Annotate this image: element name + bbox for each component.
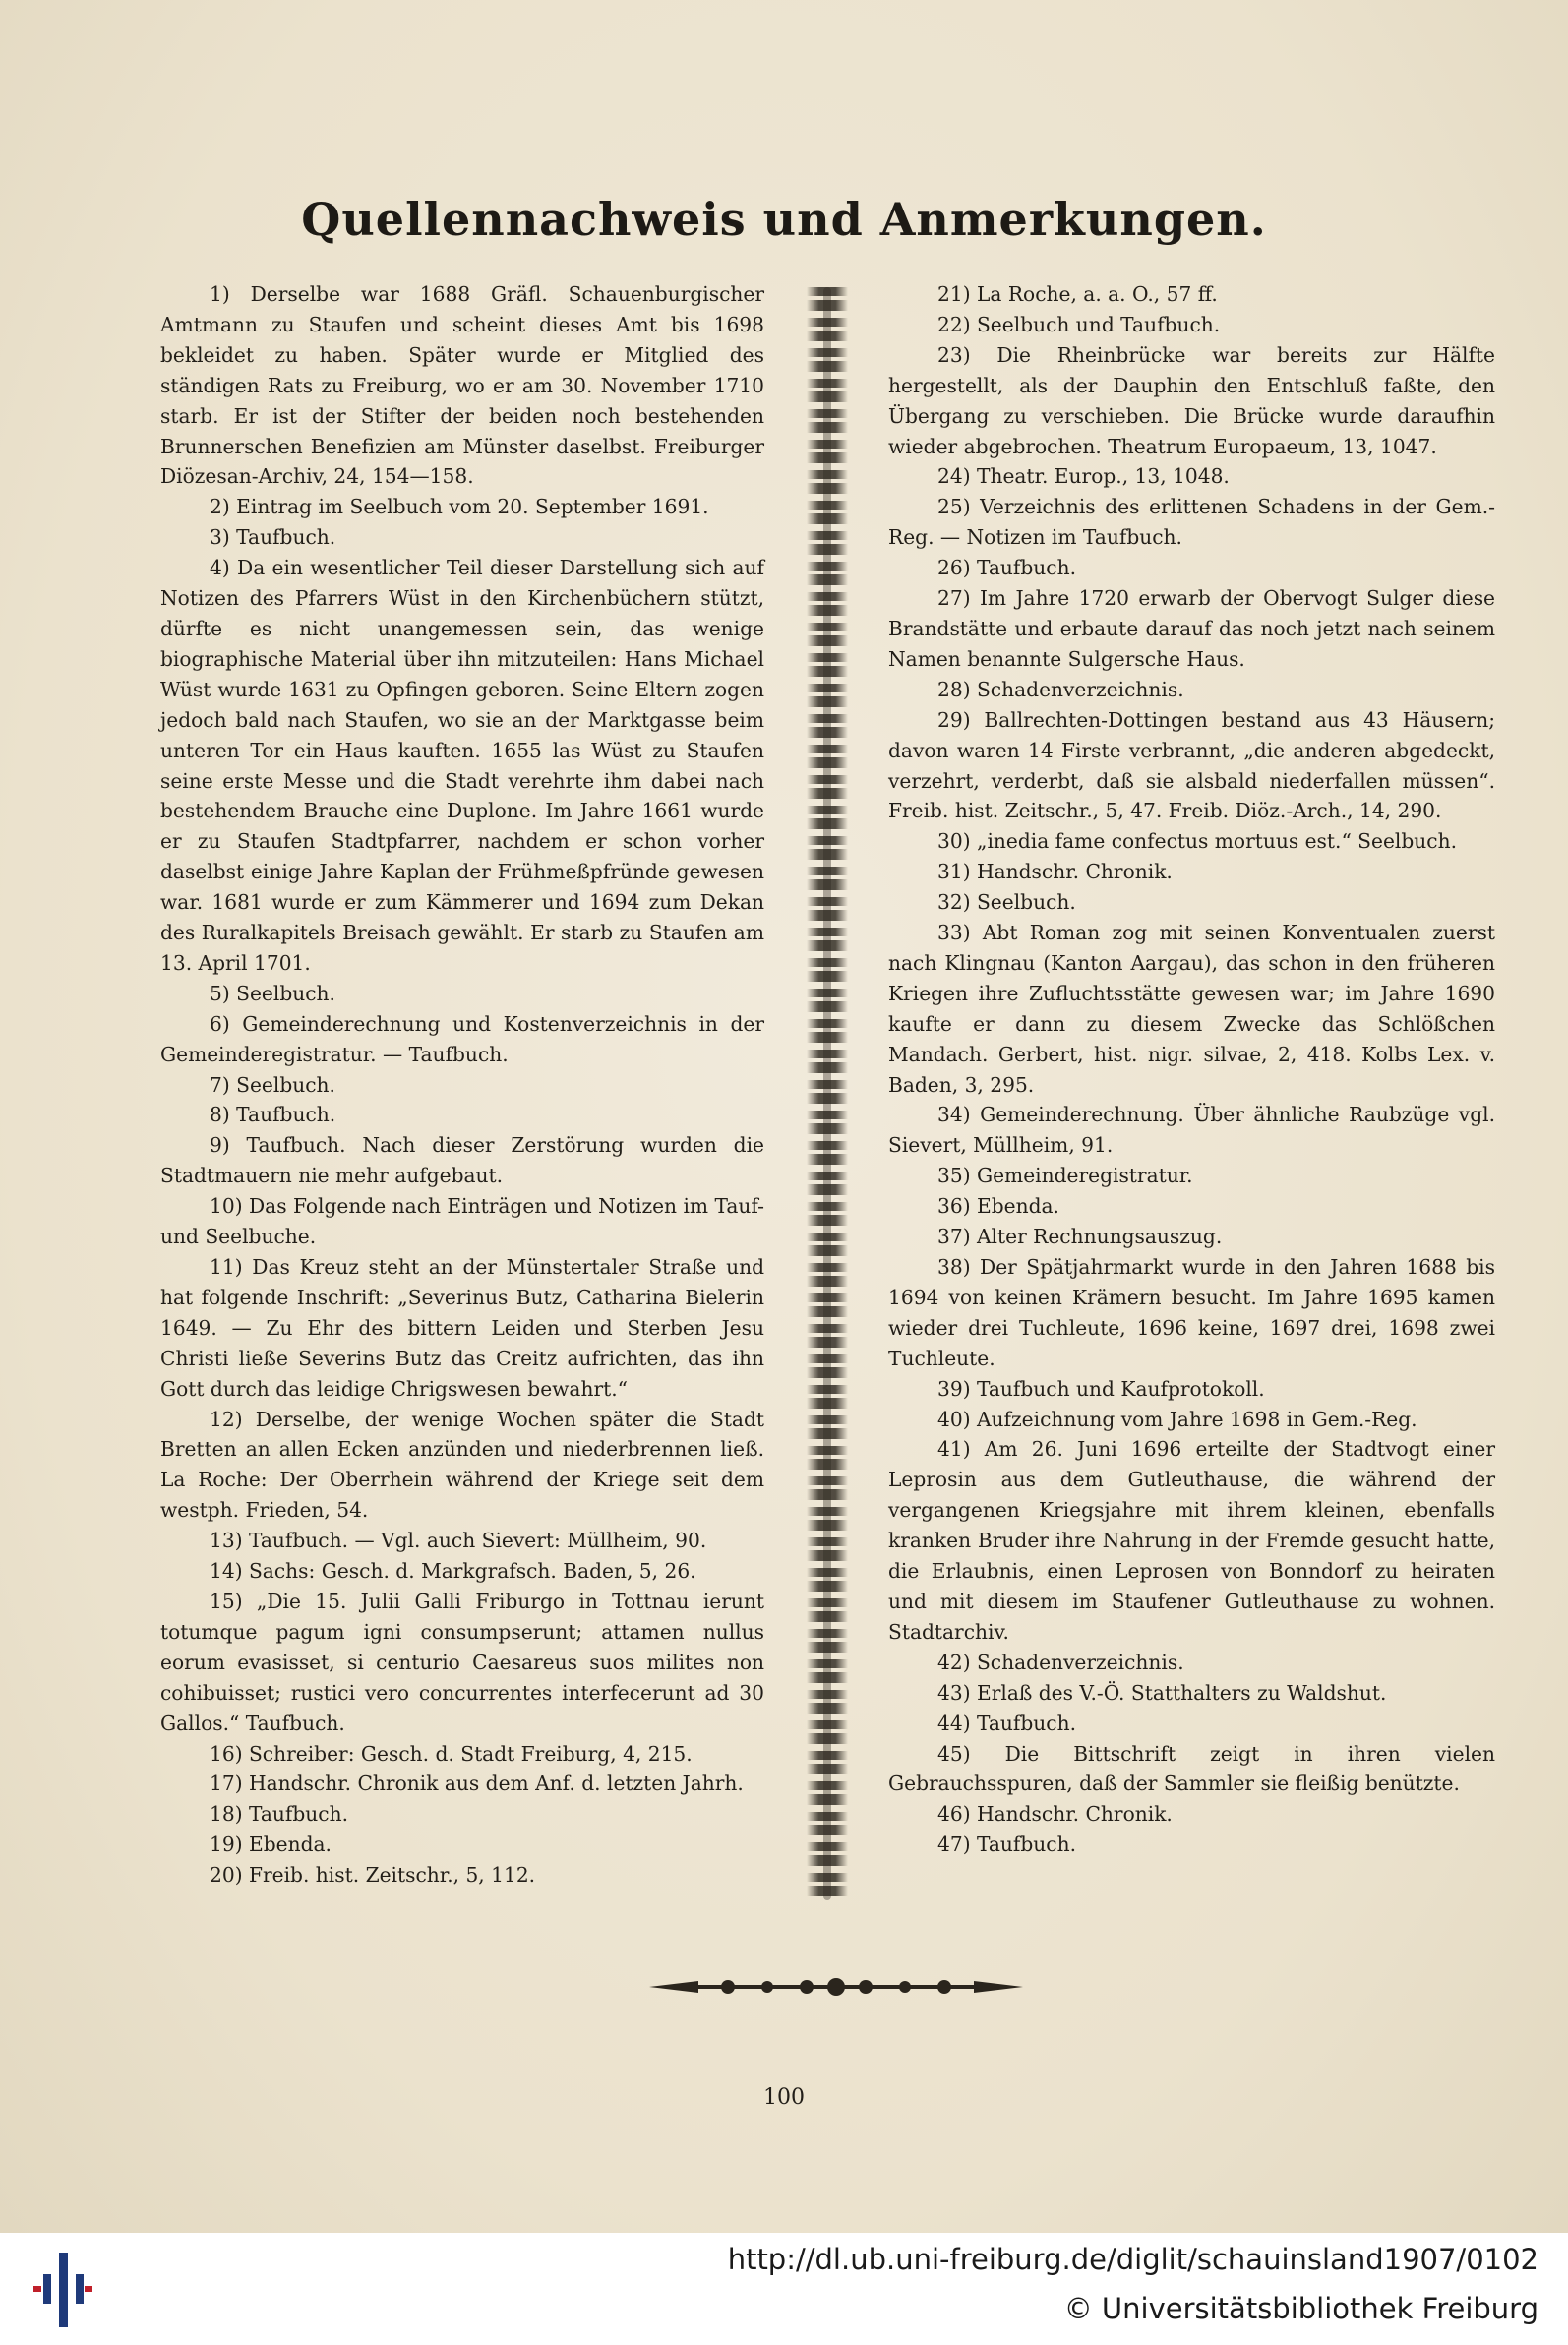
footnote: 5) Seelbuch. (210, 981, 335, 1005)
footnote: 29) Ballrechten-Dottingen bestand aus 43 Häusern; davon waren 14 Firste verbrannt, „die anderen abgedeckt, verzehrt, verderbt, daß sie alsbald niederfallen müssen“. Freib. hist. Zeitschr., 5, 47. Freib. Diöz.-Arch., 14, 290. (888, 707, 1495, 823)
page-number: 100 (763, 2085, 805, 2110)
footnote: 23) Die Rheinbrücke war bereits zur Hälfte hergestellt, als der Dauphin den Entschluß faßte, den Übergang zu verschieben. Die Brücke wurde daraufhin wieder abgebrochen. Theatrum Europaeum, 13, 1047. (888, 342, 1495, 458)
footnote: 39) Taufbuch und Kaufprotokoll. (937, 1376, 1265, 1401)
footnote: 44) Taufbuch. (937, 1711, 1077, 1735)
footnote: 33) Abt Roman zog mit seinen Konventualen zuerst nach Klingnau (Kanton Aargau), das schon in den früheren Kriegen ihre Zufluchtsstätte gewesen war; im Jahre 1690 kaufte er dann zu diesem Zwecke das Schlößchen Mandach. Gerbert, hist. nigr. silvae, 2, 418. Kolbs Lex. v. Baden, 3, 295. (888, 921, 1495, 1097)
footnote: 22) Seelbuch und Taufbuch. (937, 312, 1221, 336)
footnote: 38) Der Spätjahrmarkt wurde in den Jahren 1688 bis 1694 von keinen Krämern besucht. Im Jahre 1695 kamen wieder drei Tuchleute, 1696 keine, 1697 drei, 1698 zwei Tuchleute. (888, 1255, 1495, 1370)
footnote: 10) Das Folgende nach Einträgen und Notizen im Tauf- und Seelbuche. (160, 1194, 764, 1249)
footnote: 7) Seelbuch. (210, 1072, 335, 1097)
footnote: 9) Taufbuch. Nach dieser Zerstörung wurden die Stadtmauern nie mehr aufgebaut. (160, 1133, 764, 1188)
footnote: 28) Schadenverzeichnis. (937, 677, 1184, 701)
column-divider-vine (807, 287, 848, 1900)
footnote: 25) Verzeichnis des erlittenen Schadens in der Gem.-Reg. — Notizen im Taufbuch. (888, 495, 1495, 550)
footnote: 41) Am 26. Juni 1696 erteilte der Stadtvogt einer Leprosin aus dem Gutleuthause, die während der vergangenen Kriegsjahre mit ihrem kleinen, ebenfalls kranken Bruder ihre Nahrung in der Fremde gesucht hatte, die Erlaubnis, einen Leprosen von Bonndorf zu heiraten und mit diesem im Staufener Gutleuthause zu wohnen. Stadtarchiv. (888, 1437, 1495, 1644)
footnote: 1) Derselbe war 1688 Gräfl. Schauenburgischer Amtmann zu Staufen und scheint dieses Amt bis 1698 bekleidet zu haben. Später wurde er Mitglied des ständigen Rats zu Freiburg, wo er am 30. November 1710 starb. Er ist der Stifter der beiden noch bestehenden Brunnerschen Benefizien am Münster daselbst. Freiburger Diözesan-Archiv, 24, 154—158. (160, 282, 764, 489)
footnote: 24) Theatr. Europ., 13, 1048. (937, 464, 1230, 489)
footnote: 6) Gemeinderechnung und Kostenverzeichnis in der Gemeinderegistratur. — Taufbuch. (160, 1011, 764, 1066)
footnote: 21) La Roche, a. a. O., 57 ff. (937, 282, 1218, 306)
footnote: 30) „inedia fame confectus mortuus est.“ Seelbuch. (937, 829, 1458, 854)
footnote: 13) Taufbuch. — Vgl. auch Sievert: Müllheim, 90. (210, 1529, 707, 1553)
footnote: 18) Taufbuch. (210, 1802, 349, 1827)
footnote: 40) Aufzeichnung vom Jahre 1698 in Gem.-Reg. (937, 1407, 1417, 1431)
footnote: 46) Handschr. Chronik. (937, 1802, 1173, 1827)
footnote: 35) Gemeinderegistratur. (937, 1164, 1193, 1188)
footnote: 3) Taufbuch. (210, 525, 336, 550)
source-url-link[interactable]: http://dl.ub.uni-freiburg.de/diglit/schauinsland1907/0102 (727, 2243, 1538, 2276)
library-logo (33, 2253, 92, 2327)
footnote: 27) Im Jahre 1720 erwarb der Obervogt Sulger diese Brandstätte und erbaute darauf das noch jetzt nach seinem Namen benannte Sulgersche Haus. (888, 586, 1495, 671)
footnote: 43) Erlaß des V.-Ö. Statthalters zu Waldshut. (937, 1680, 1387, 1705)
footnote: 8) Taufbuch. (210, 1103, 336, 1127)
floral-ornament (639, 1967, 1033, 2007)
footnote: 11) Das Kreuz steht an der Münstertaler Straße und hat folgende Inschrift: „Severinus Butz, Catharina Bielerin 1649. — Zu Ehr des bittern Leiden und Sterben Jesu Christi ließe Severins Butz das Creitz aufrichten, das ihn Gott durch das leidige Chrigswesen bewahrt.“ (160, 1255, 764, 1401)
footnote: 20) Freib. hist. Zeitschr., 5, 112. (210, 1863, 536, 1888)
footnote: 19) Ebenda. (210, 1833, 332, 1857)
right-column (888, 279, 1495, 1860)
page-title: Quellennachweis und Anmerkungen. (301, 193, 1267, 246)
footnote: 16) Schreiber: Gesch. d. Stadt Freiburg, 4, 215. (210, 1741, 693, 1766)
footnote: 4) Da ein wesentlicher Teil dieser Darstellung sich auf Notizen des Pfarrers Wüst in den Kirchenbüchern stützt, dürfte es nicht unangemessen sein, das wenige biographische Material über ihn mitzuteilen: Hans Michael Wüst wurde 1631 zu Opfingen geboren. Seine Eltern zogen jedoch bald nach Staufen, wo sie an der Marktgasse beim unteren Tor ein Haus kauften. 1655 las Wüst zu Staufen seine erste Messe und die Stadt verehrte ihm dabei nach bestehendem Brauche eine Duplone. Im Jahre 1661 wurde er zu Staufen Stadtpfarrer, nachdem er schon vorher daselbst einige Jahre Kaplan der Frühmeßpfründe gewesen war. 1681 wurde er zum Kämmerer und 1694 zum Dekan des Ruralkapitels Breisach gewählt. Er starb zu Staufen am 13. April 1701. (160, 556, 764, 975)
footnote: 34) Gemeinderechnung. Über ähnliche Raubzüge vgl. Sievert, Müllheim, 91. (888, 1103, 1495, 1158)
copyright-text: © Universitätsbibliothek Freiburg (1063, 2292, 1538, 2325)
footnote: 17) Handschr. Chronik aus dem Anf. d. letzten Jahrh. (210, 1772, 744, 1796)
footnote: 32) Seelbuch. (937, 890, 1076, 915)
footnote: 2) Eintrag im Seelbuch vom 20. September 1691. (210, 495, 709, 519)
footnote: 14) Sachs: Gesch. d. Markgrafsch. Baden, 5, 26. (210, 1559, 696, 1584)
footnote: 37) Alter Rechnungsauszug. (937, 1225, 1223, 1249)
footnote: 42) Schadenverzeichnis. (937, 1650, 1184, 1674)
footnote: 12) Derselbe, der wenige Wochen später die Stadt Bretten an allen Ecken anzünden und niederbrennen ließ. La Roche: Der Oberrhein während der Kriege seit dem westph. Frieden, 54. (160, 1407, 764, 1523)
footnote: 36) Ebenda. (937, 1194, 1059, 1219)
footnote: 47) Taufbuch. (937, 1833, 1077, 1857)
footnote: 31) Handschr. Chronik. (937, 860, 1173, 884)
footnote: 15) „Die 15. Julii Galli Friburgo in Tottnau ierunt totumque pagum igni consumpserunt; attamen nullus eorum evasisset, si centurio Caesareus suos milites non cohibuisset; rustici vero concurrentes interfecerunt ad 30 Gallos.“ Taufbuch. (160, 1589, 764, 1735)
footnote: 45) Die Bittschrift zeigt in ihren vielen Gebrauchsspuren, daß der Sammler sie fleißig benützte. (888, 1741, 1495, 1796)
left-column (160, 279, 764, 1891)
footnote: 26) Taufbuch. (937, 556, 1077, 580)
